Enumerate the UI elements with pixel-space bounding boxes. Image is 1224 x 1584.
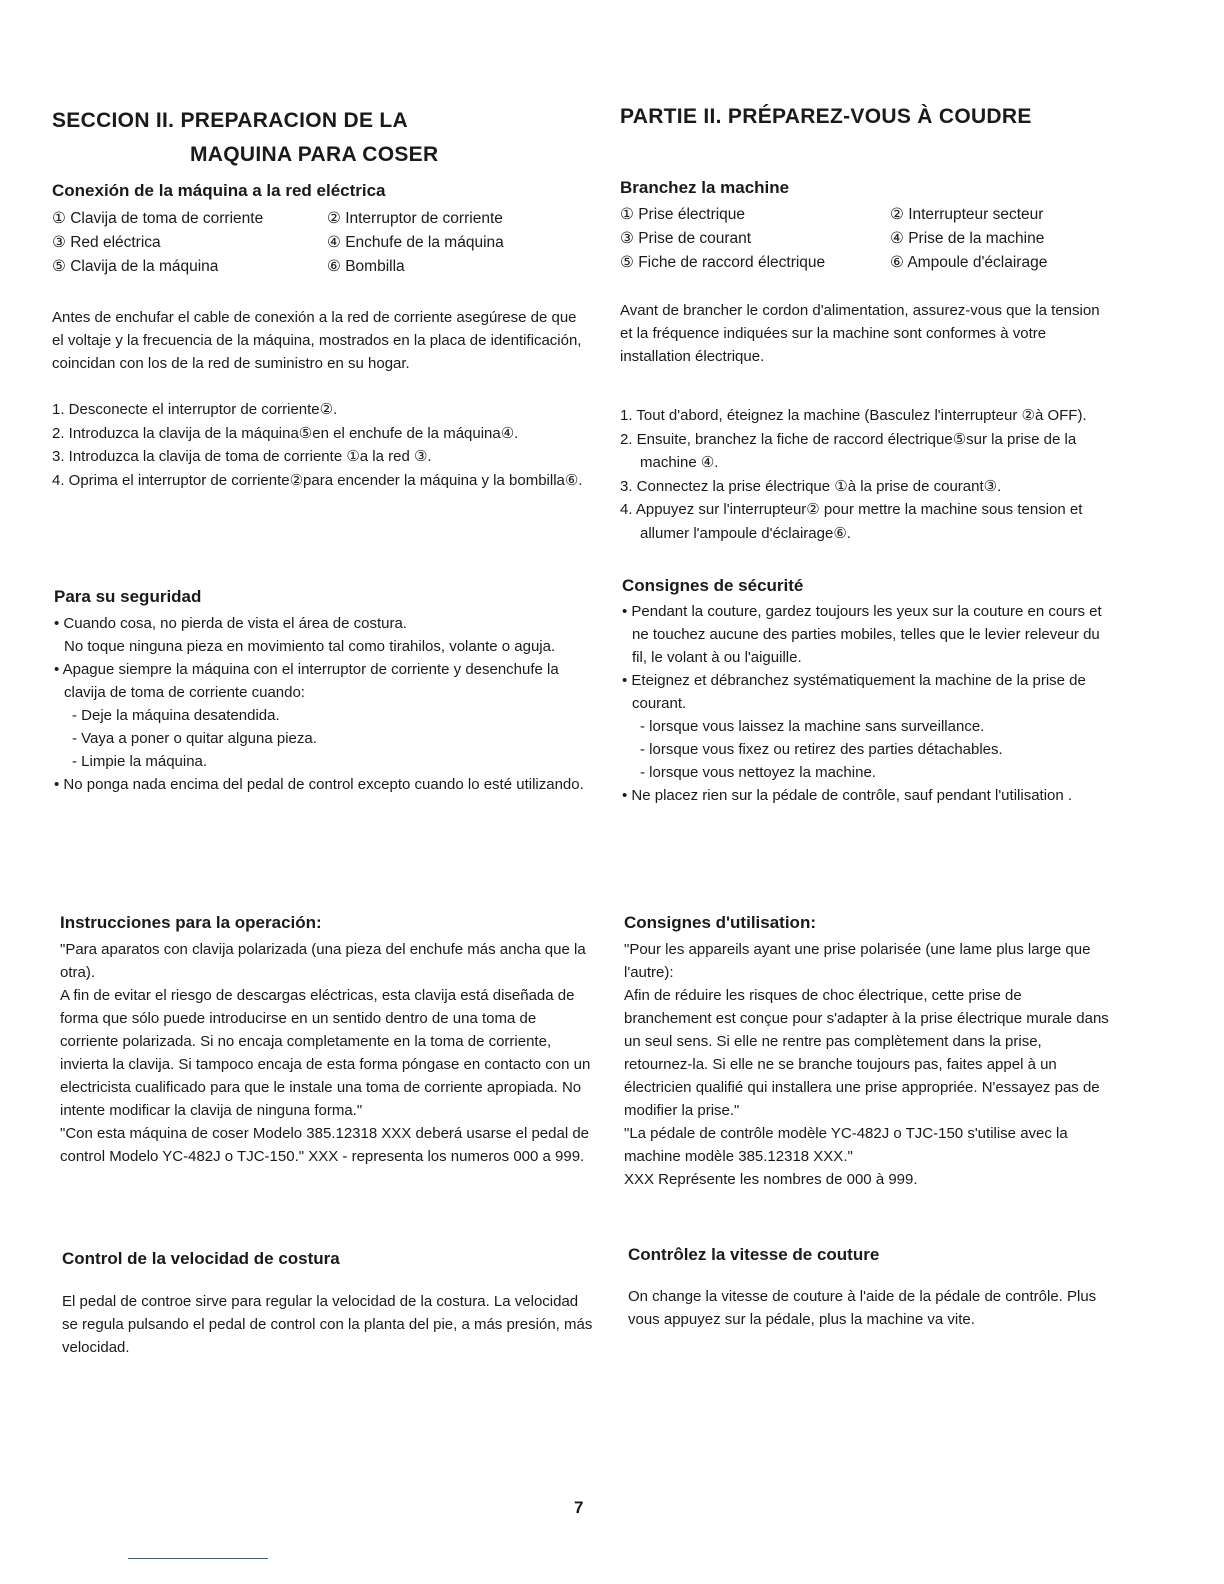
es-step-4: 4. Oprima el interruptor de corriente②para encender la máquina y la bombilla⑥.	[52, 471, 583, 489]
fr-securite-bullet-2-text: • Eteignez et débranchez systématiquement la machine de la prise de courant.	[622, 672, 1086, 712]
fr-utilisation-p1: "Pour les appareils ayant une prise polarisée (une lame plus large que l'autre):	[624, 941, 1091, 981]
fr-legend-item-4: ④ Prise de la machine	[890, 230, 1045, 247]
es-seguridad-bullet-1-text: • Cuando cosa, no pierda de vista el área de costura.	[54, 615, 407, 632]
fr-securite-sub-3: - lorsque vous nettoyez la machine.	[640, 764, 876, 781]
es-operacion-p1: "Para aparatos con clavija polarizada (una pieza del enchufe más ancha que la otra).	[60, 941, 586, 981]
es-legend	[52, 207, 587, 279]
fr-securite-bullet-3: • Ne placez rien sur la pédale de contrôle, sauf pendant l'utilisation .	[622, 787, 1073, 804]
es-title	[52, 108, 612, 168]
fr-legend-item-2: ② Interrupteur secteur	[890, 206, 1044, 223]
fr-legend-item-6: ⑥ Ampoule d'éclairage	[890, 254, 1048, 271]
fr-securite-heading: Consignes de sécurité	[622, 576, 804, 595]
fr-step-2: 2. Ensuite, branchez la fiche de raccord électrique⑤sur la prise de la machine ④.	[620, 430, 1077, 471]
fr-securite-bullet-2	[622, 669, 1108, 784]
es-operacion-body	[60, 938, 596, 1168]
es-title-line2: MAQUINA PARA COSER	[190, 143, 439, 166]
es-legend-item-5: ⑤ Clavija de la máquina	[52, 258, 219, 275]
es-conexion-intro: Antes de enchufar el cable de conexión a la red de corriente asegúrese de que el voltaje y la frecuencia de la máquina, mostrados en la placa de identificación, coincidan con los de la red de suministro en su hogar.	[52, 309, 582, 372]
fr-utilisation-p2: Afin de réduire les risques de choc électrique, cette prise de branchement est conçue pour s'adapter à la prise électrique murale dans un seul sens. Si elle ne rentre pas complètement dans la prise, retournez-la. Si elle ne se branche toujours pas, faites appel à un électricien qualifié qui installera une prise appropriée. N'essayez pas de modifier la prise."	[624, 987, 1109, 1119]
es-conexion-heading: Conexión de la máquina a la red eléctrica	[52, 181, 386, 200]
es-velocidad-heading: Control de la velocidad de costura	[62, 1249, 340, 1268]
fr-utilisation-body	[624, 938, 1110, 1191]
fr-title: PARTIE II. PRÉPAREZ-VOUS À COUDRE	[620, 105, 1032, 128]
fr-branchez-intro: Avant de brancher le cordon d'alimentation, assurez-vous que la tension et la fréquence indiquées sur la machine sont conformes à votre installation électrique.	[620, 302, 1100, 365]
fr-vitesse-heading: Contrôlez la vitesse de couture	[628, 1245, 880, 1264]
fr-securite-sub-1: - lorsque vous laissez la machine sans surveillance.	[640, 718, 985, 735]
es-legend-item-6: ⑥ Bombilla	[327, 258, 405, 275]
fr-step-1: 1. Tout d'abord, éteignez la machine (Basculez l'interrupteur ②à OFF).	[620, 407, 1087, 424]
es-title-line1: SECCION II. PREPARACION DE LA	[52, 109, 409, 132]
es-operacion-heading: Instrucciones para la operación:	[60, 913, 322, 932]
es-seguridad-sub-3: - Limpie la máquina.	[72, 753, 208, 770]
fr-securite-sublist	[632, 715, 1108, 784]
fr-step-4: 4. Appuyez sur l'interrupteur② pour mettre la machine sous tension et allumer l'ampoule d'éclairage⑥.	[620, 501, 1083, 542]
fr-utilisation-p3: "La pédale de contrôle modèle YC-482J o TJC-150 s'utilise avec la machine modèle 385.12318 XXX."	[624, 1125, 1068, 1165]
fr-securite-sub-2: - lorsque vous fixez ou retirez des parties détachables.	[640, 741, 1003, 758]
es-legend-item-1: ① Clavija de toma de corriente	[52, 210, 264, 227]
es-seguridad-heading: Para su seguridad	[54, 587, 202, 606]
es-legend-item-4: ④ Enchufe de la máquina	[327, 234, 504, 251]
es-seguridad-bullet-2-text: • Apague siempre la máquina con el interruptor de corriente y desenchufe la clavija de toma de corriente cuando:	[54, 661, 559, 701]
fr-steps-list	[620, 404, 1100, 545]
es-step-2: 2. Introduzca la clavija de la máquina⑤en el enchufe de la máquina④.	[52, 424, 519, 442]
es-legend-item-3: ③ Red eléctrica	[52, 234, 161, 251]
es-step-1: 1. Desconecte el interruptor de corriente②.	[52, 401, 338, 418]
es-seguridad-sublist	[64, 704, 594, 773]
es-velocidad-text: El pedal de controe sirve para regular la velocidad de la costura. La velocidad se regula pulsando el pedal de control con la planta del pie, a más presión, más velocidad.	[62, 1293, 593, 1356]
fr-utilisation-p4: XXX Représente les nombres de 000 à 999.	[624, 1171, 918, 1188]
es-seguridad-sub-1: - Deje la máquina desatendida.	[72, 707, 280, 724]
footer-rule	[128, 1558, 268, 1559]
es-seguridad-bullet-3: • No ponga nada encima del pedal de control excepto cuando lo esté utilizando.	[54, 776, 584, 793]
fr-branchez-heading: Branchez la machine	[620, 178, 790, 197]
es-seguridad-list	[54, 612, 594, 796]
fr-legend-item-1: ① Prise électrique	[620, 206, 746, 223]
fr-legend-item-5: ⑤ Fiche de raccord électrique	[620, 254, 826, 271]
fr-vitesse-text: On change la vitesse de couture à l'aide de la pédale de contrôle. Plus vous appuyez sur la pédale, plus la machine va vite.	[628, 1288, 1097, 1328]
fr-step-3: 3. Connectez la prise électrique ①à la prise de courant③.	[620, 477, 1002, 495]
es-operacion-p2: A fin de evitar el riesgo de descargas eléctricas, esta clavija está diseñada de forma que sólo puede introducirse en un sentido dentro de una toma de corriente polarizada. Si no encaja completamente en la toma de corriente, invierta la clavija. Si tampoco encaja de esta forma póngase en contacto con un electricista cualificado para que le instale una toma de corriente apropiada. No intente modificar la clavija de ninguna forma."	[60, 987, 591, 1119]
fr-utilisation-heading: Consignes d'utilisation:	[624, 913, 816, 932]
es-seguridad-bullet-1	[54, 612, 594, 658]
es-seguridad-bullet-2	[54, 658, 594, 773]
es-steps-list	[52, 398, 597, 492]
es-legend-item-2: ② Interruptor de corriente	[327, 210, 503, 227]
es-seguridad-bullet-1-cont: No toque ninguna pieza en movimiento tal como tirahilos, volante o aguja.	[64, 638, 556, 655]
fr-securite-list	[622, 600, 1108, 807]
es-step-3: 3. Introduzca la clavija de toma de corriente ①a la red ③.	[52, 448, 432, 465]
fr-legend	[620, 203, 1100, 275]
es-seguridad-sub-2: - Vaya a poner o quitar alguna pieza.	[72, 730, 317, 747]
fr-legend-item-3: ③ Prise de courant	[620, 230, 752, 247]
page-number: 7	[574, 1498, 584, 1517]
es-operacion-p3: "Con esta máquina de coser Modelo 385.12318 XXX deberá usarse el pedal de control Modelo YC-482J o TJC-150." XXX - representa los numeros 000 a 999.	[60, 1125, 590, 1165]
fr-securite-bullet-1: • Pendant la couture, gardez toujours les yeux sur la couture en cours et ne touchez aucune des parties mobiles, telles que le levier releveur du fil, le volant à ou l'aiguille.	[622, 603, 1102, 666]
